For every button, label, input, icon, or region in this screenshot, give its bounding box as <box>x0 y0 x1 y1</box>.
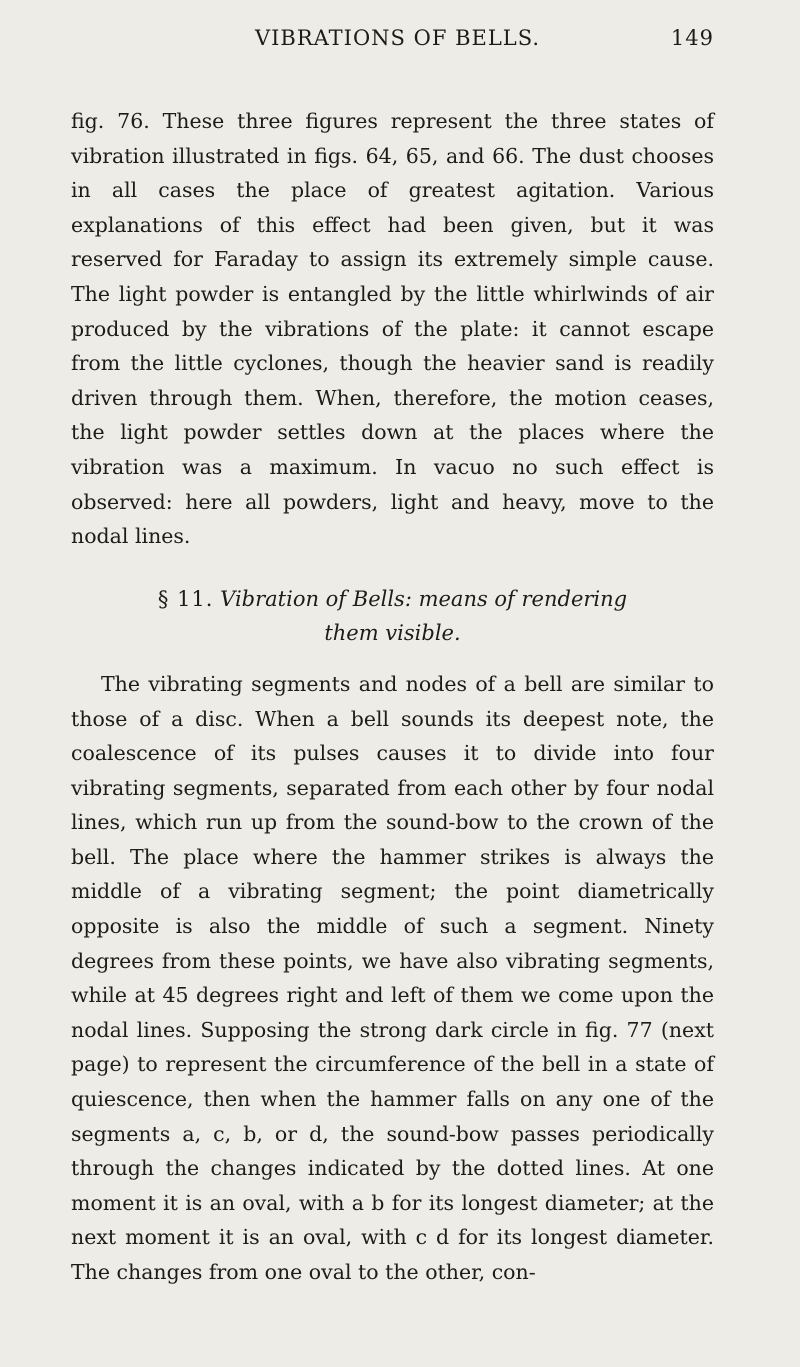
paragraph-1: fig. 76. These three figures represent the three states of vibration illustrated in figs. 64, 65, and 66. The dust chooses in all cases the place of greatest agitation. Various explanations of this effect had been given, but it was reserved for Faraday to assign its extremely simple cause. The light powder is entangled by the little whirlwinds of air produced by the vibrations of the plate: it cannot escape from the little cyclones, though the heavier sand is readily driven through them. When, therefore, the motion ceases, the light powder settles down at the places where the vibration was a maximum. In vacuo no such effect is observed: here all powders, light and heavy, move to the nodal lines. <box>71 109 714 549</box>
section-heading <box>71 582 714 651</box>
paragraph-2: The vibrating segments and nodes of a bell are similar to those of a disc. When a bell sounds its deepest note, the coalescence of its pulses causes it to divide into four vibrating segments, separated from each other by four nodal lines, which run up from the sound-bow to the crown of the bell. The place where the hammer strikes is always the middle of a vibrating segment; the point diametrically opposite is also the middle of such a segment. Ninety degrees from these points, we have also vibrating segments, while at 45 degrees right and left of them we come upon the nodal lines. Supposing the strong dark circle in fig. 77 (next page) to represent the circumference of the bell in a state of quiescence, then when the hammer falls on any one of the segments a, c, b, or d, the sound-bow passes periodically through the changes indicated by the dotted lines. At one moment it is an oval, with a b for its longest diameter; at the next moment it is an oval, with c d for its longest diameter. The changes from one oval to the other, con- <box>71 671 714 1284</box>
section-number: § 11. <box>157 586 214 611</box>
page-number: 149 <box>670 26 714 50</box>
running-head <box>71 26 714 60</box>
body-text <box>71 104 714 1290</box>
running-title: VIBRATIONS OF BELLS. <box>254 26 541 50</box>
section-title-line-2: them visible. <box>324 621 461 646</box>
section-title-line-1: Vibration of Bells: means of rendering <box>220 586 628 611</box>
